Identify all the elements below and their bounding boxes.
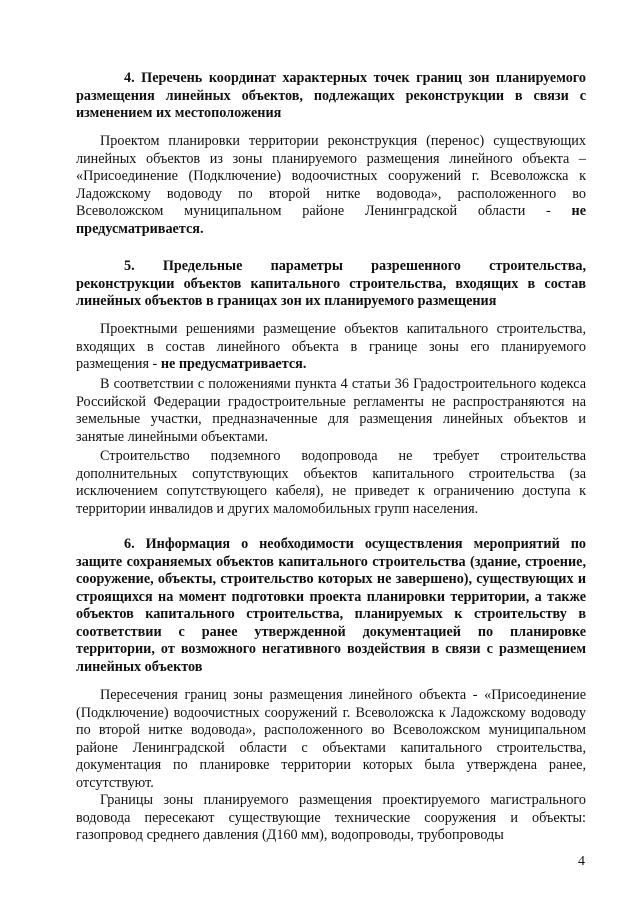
section-4-paragraph-bold: не предусматривается. bbox=[76, 203, 586, 237]
section-6-heading: 6. Информация о необходимости осуществления мероприятий по защите сохраняемых объектов капитального строительства (здание, строение, сооружение, объекты, строительство которых не завершено), существующих и строящихся на момент подготовки проекта планировки территории, а также объектов капитального строительства, планируемых к строительству в соответствии с ранее утвержденной документацией по планировке территории, от возможного негативного воздействия в связи с размещением линейных объектов bbox=[76, 536, 586, 675]
section-6-paragraph-2: Границы зоны планируемого размещения проектируемого магистрального водовода пересекают существующие технические сооружения и объекты: газопровод среднего давления (Д160 мм), водопроводы, трубопроводы bbox=[76, 792, 586, 844]
section-5-paragraph-2: В соответствии с положениями пункта 4 статьи 36 Градостроительного кодекса Российской Федерации градостроительные регламенты не распространяются на земельные участки, предназначенные для размещения линейных объектов и занятые линейными объектами. bbox=[76, 376, 586, 445]
section-5-paragraph-3: Строительство подземного водопровода не требует строительства дополнительных сопутствующих объектов капитального строительства (за исключением сопутствующего кабеля), не приведет к ограничению доступа к территории инвалидов и других маломобильных групп населения. bbox=[76, 448, 586, 517]
section-4-paragraph bbox=[76, 133, 586, 239]
page-number: 4 bbox=[578, 854, 585, 869]
section-5-paragraph-1 bbox=[76, 321, 586, 374]
section-4-heading: 4. Перечень координат характерных точек границ зон планируемого размещения линейных объектов, подлежащих реконструкции в связи с изменением их местоположения bbox=[76, 70, 586, 121]
section-4-paragraph-text: Проектом планировки территории реконструкция (перенос) существующих линейных объектов из зоны планируемого размещения линейного объекта – «Присоединение (Подключение) водоочистных сооружений г. Всеволожска к Ладожскому водоводу по второй нитке водовода», расположенного во Всеволожском муниципальном районе Ленинградской области - bbox=[76, 133, 586, 220]
section-6-paragraph-1: Пересечения границ зоны размещения линейного объекта - «Присоединение (Подключение) водоочистных сооружений г. Всеволожска к Ладожскому водоводу по второй нитке водовода», расположенного во Всеволожском муниципальном районе Ленинградской области с объектами капитального строительства, документация по планировке территории которых была утверждена ранее, отсутствуют. bbox=[76, 687, 586, 791]
section-5-paragraph-1-text: Проектными решениями размещение объектов капитального строительства, входящих в состав линейного объекта в границе зоны его планируемого размещения - bbox=[76, 321, 586, 373]
section-5-paragraph-1-bold: не предусматривается. bbox=[160, 356, 307, 373]
section-5-heading: 5. Предельные параметры разрешенного строительства, реконструкции объектов капитального строительства, входящих в состав линейных объектов в границах зон их планируемого размещения bbox=[76, 258, 586, 309]
